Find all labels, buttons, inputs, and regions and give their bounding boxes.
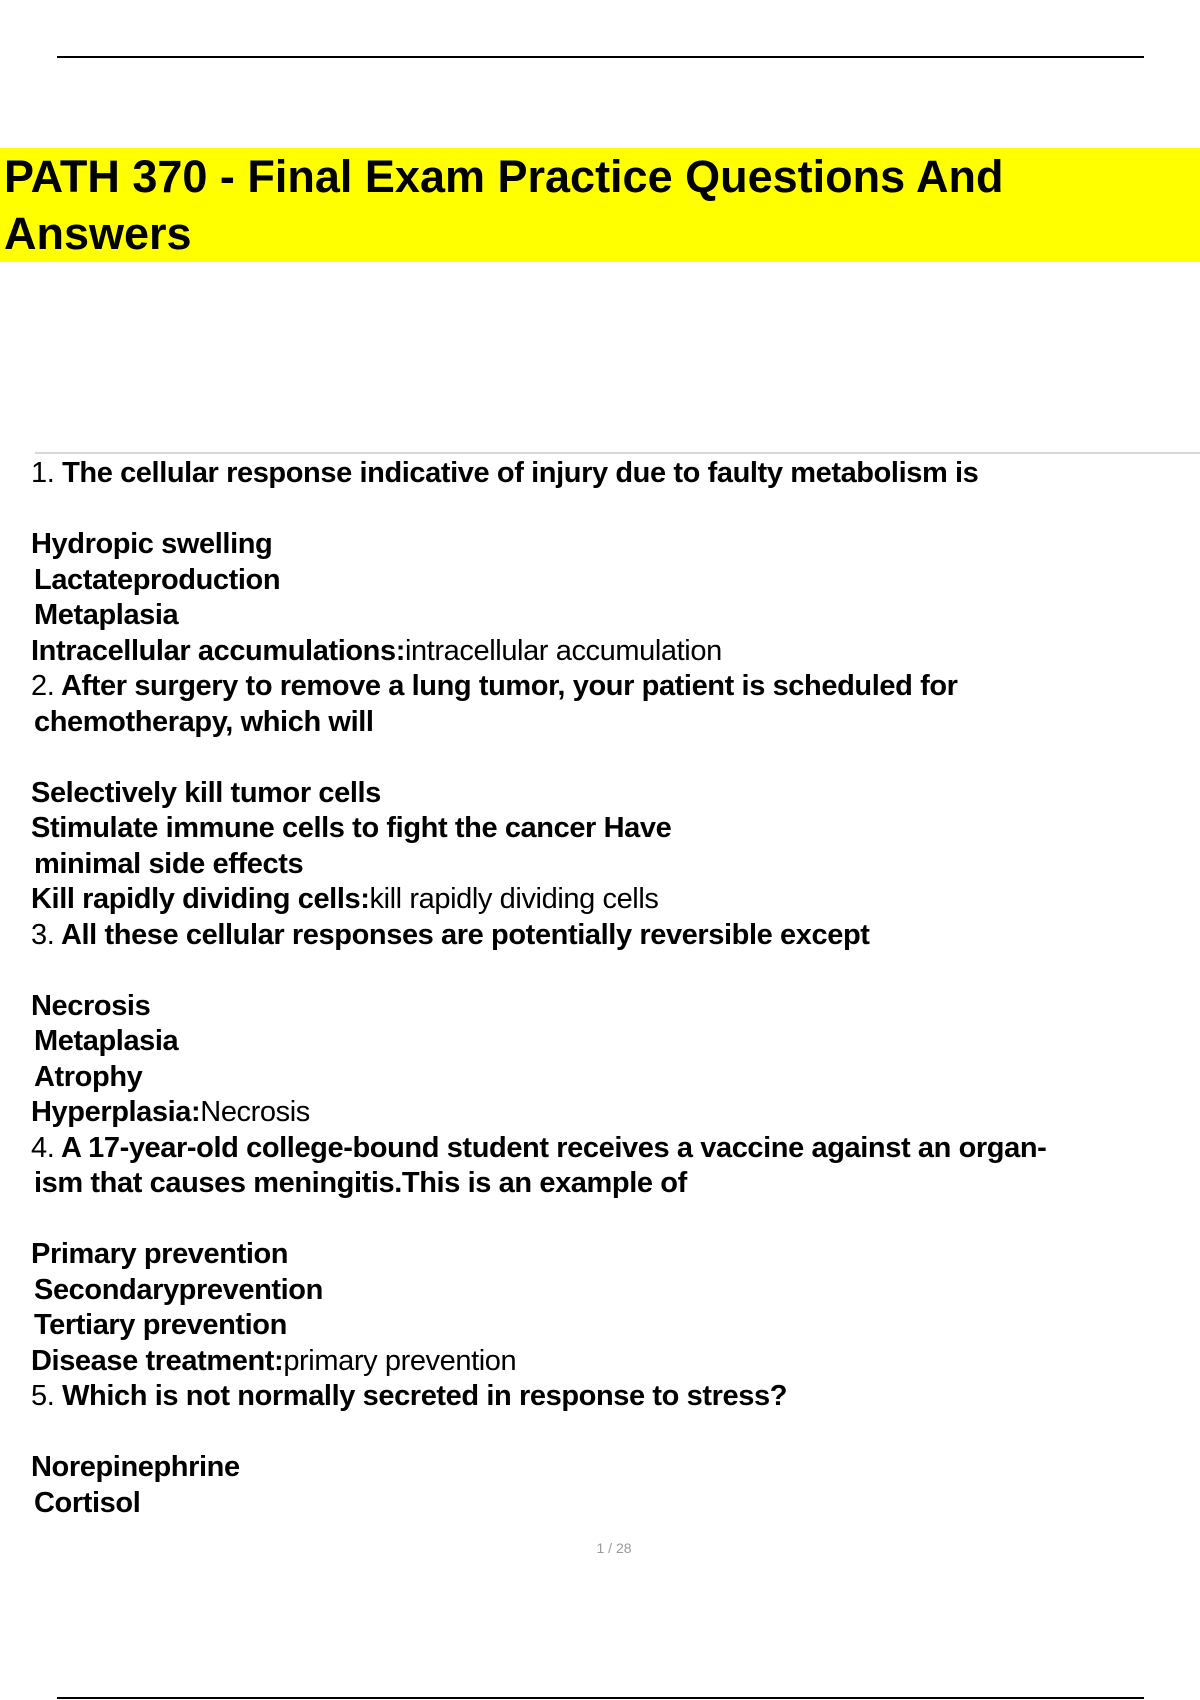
answer-text: primary prevention [283, 1344, 517, 1377]
option: Metaplasia [34, 1025, 179, 1057]
option: Tertiary prevention [34, 1309, 287, 1341]
option: Primary prevention [31, 1238, 289, 1270]
option: Cortisol [34, 1486, 141, 1519]
option: Hydropic swelling [31, 528, 273, 560]
answer-line [31, 1095, 1171, 1131]
option: Secondaryprevention [34, 1273, 323, 1306]
answer-line [31, 882, 1171, 918]
section-divider [35, 452, 1200, 454]
question-2 [31, 669, 1171, 705]
question-4 [31, 1131, 1171, 1167]
answer-text: kill rapidly dividing cells [369, 883, 659, 915]
top-rule [57, 56, 1144, 58]
question-list [31, 456, 1171, 1521]
document-title: PATH 370 - Final Exam Practice Questions And Answers [0, 148, 1200, 262]
question-number: 2. [31, 670, 55, 702]
question-number: 5. [31, 1380, 55, 1412]
question-text-continued: ism that causes meningitis.This is an example of [34, 1167, 687, 1199]
option: Necrosis [31, 989, 151, 1022]
option: Metaplasia [34, 599, 179, 631]
question-3 [31, 918, 1171, 954]
option: minimal side effects [34, 847, 304, 880]
answer-text: intracellular accumulation [404, 634, 722, 667]
option: Kill rapidly dividing cells: [31, 883, 370, 915]
question-text-continued: chemotherapy, which will [34, 705, 374, 738]
question-number: 3. [31, 918, 55, 951]
page-number: 1 / 28 [596, 1540, 632, 1556]
question-text: After surgery to remove a lung tumor, your patient is scheduled for [60, 670, 958, 702]
option: Selectively kill tumor cells [31, 776, 381, 809]
option: Hyperplasia: [31, 1096, 201, 1128]
answer-line [31, 1344, 1171, 1380]
question-text: A 17-year-old college-bound student receives a vaccine against an organ- [60, 1131, 1047, 1164]
option: Lactateproduction [34, 563, 281, 596]
question-text: The cellular response indicative of injury due to faulty metabolism is [62, 457, 979, 489]
option: Disease treatment: [31, 1344, 284, 1377]
option: Atrophy [34, 1060, 143, 1093]
option: Stimulate immune cells to fight the cancer Have [31, 812, 672, 844]
option: Norepinephrine [31, 1451, 240, 1483]
answer-line [31, 634, 1171, 670]
answer-text: Necrosis [200, 1096, 310, 1128]
option: Intracellular accumulations: [31, 634, 405, 667]
bottom-rule [57, 1697, 1144, 1699]
question-1 [31, 456, 1171, 492]
question-number: 1. [31, 457, 55, 489]
question-5 [31, 1379, 1171, 1415]
question-number: 4. [31, 1131, 55, 1164]
question-text: All these cellular responses are potentially reversible except [60, 918, 870, 951]
question-text: Which is not normally secreted in response to stress? [62, 1380, 788, 1412]
